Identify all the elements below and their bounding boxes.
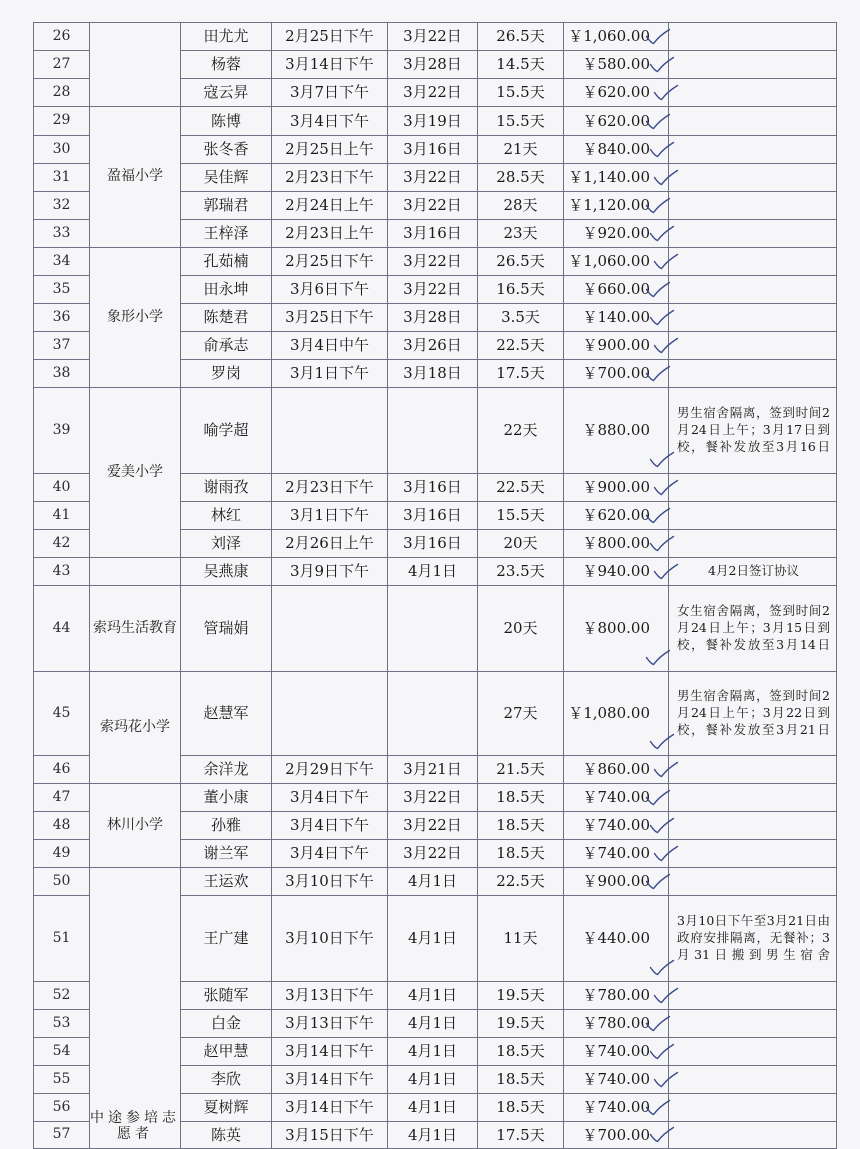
remark <box>669 474 837 502</box>
end-date: 3月22日 <box>388 79 478 107</box>
row-number: 55 <box>34 1066 90 1094</box>
start-time: 2月29日下午 <box>272 756 388 784</box>
row-number: 44 <box>34 586 90 672</box>
row-number: 52 <box>34 982 90 1010</box>
remark <box>669 332 837 360</box>
start-time: 3月25日下午 <box>272 304 388 332</box>
start-time: 3月6日下午 <box>272 276 388 304</box>
end-date: 3月16日 <box>388 136 478 164</box>
start-time: 2月24日上午 <box>272 192 388 220</box>
person-name: 李欣 <box>181 1066 272 1094</box>
days-count: 21天 <box>478 136 564 164</box>
remark <box>669 192 837 220</box>
days-count: 26.5天 <box>478 248 564 276</box>
end-date <box>388 388 478 474</box>
start-time: 3月4日下午 <box>272 812 388 840</box>
row-number: 28 <box>34 79 90 107</box>
school-name: 林川小学 <box>90 784 181 868</box>
start-time: 2月25日下午 <box>272 23 388 51</box>
person-name: 田尤尤 <box>181 23 272 51</box>
row-number: 37 <box>34 332 90 360</box>
days-count: 15.5天 <box>478 79 564 107</box>
remark <box>669 79 837 107</box>
end-date: 3月16日 <box>388 220 478 248</box>
school-name: 爱美小学 <box>90 388 181 558</box>
row-number: 46 <box>34 756 90 784</box>
days-count: 22天 <box>478 388 564 474</box>
person-name: 陈英 <box>181 1122 272 1149</box>
days-count: 28.5天 <box>478 164 564 192</box>
person-name: 喻学超 <box>181 388 272 474</box>
end-date: 4月1日 <box>388 1010 478 1038</box>
remark <box>669 840 837 868</box>
school-name: 索玛生活教育 <box>90 586 181 672</box>
end-date: 3月16日 <box>388 502 478 530</box>
remark <box>669 502 837 530</box>
row-number: 51 <box>34 896 90 982</box>
row-number: 53 <box>34 1010 90 1038</box>
start-time: 3月14日下午 <box>272 1094 388 1122</box>
days-count: 14.5天 <box>478 51 564 79</box>
subsidy-amount: ￥900.00 <box>564 332 669 360</box>
subsidy-amount: ￥780.00 <box>564 982 669 1010</box>
subsidy-amount: ￥740.00 <box>564 840 669 868</box>
start-time <box>272 672 388 756</box>
person-name: 杨蓉 <box>181 51 272 79</box>
table-row <box>34 107 837 136</box>
end-date: 3月22日 <box>388 248 478 276</box>
person-name: 罗岗 <box>181 360 272 388</box>
days-count: 3.5天 <box>478 304 564 332</box>
start-time: 3月13日下午 <box>272 982 388 1010</box>
end-date: 4月1日 <box>388 1038 478 1066</box>
person-name: 余洋龙 <box>181 756 272 784</box>
days-count: 18.5天 <box>478 812 564 840</box>
start-time: 2月23日下午 <box>272 474 388 502</box>
subsidy-amount: ￥140.00 <box>564 304 669 332</box>
end-date: 3月22日 <box>388 192 478 220</box>
remark: 男生宿舍隔离，签到时间2月24日上午；3月17日到校，餐补发放至3月16日 <box>669 388 837 474</box>
subsidy-amount: ￥1,140.00 <box>564 164 669 192</box>
person-name: 吴燕康 <box>181 558 272 586</box>
end-date: 3月19日 <box>388 107 478 136</box>
person-name: 夏树辉 <box>181 1094 272 1122</box>
subsidy-amount: ￥620.00 <box>564 107 669 136</box>
days-count: 26.5天 <box>478 23 564 51</box>
start-time: 3月13日下午 <box>272 1010 388 1038</box>
remark: 4月2日签订协议 <box>669 558 837 586</box>
person-name: 谢雨孜 <box>181 474 272 502</box>
row-number: 32 <box>34 192 90 220</box>
person-name: 郭瑞君 <box>181 192 272 220</box>
table-row <box>34 672 837 756</box>
school-name <box>90 558 181 586</box>
subsidy-amount: ￥740.00 <box>564 812 669 840</box>
remark <box>669 304 837 332</box>
row-number: 26 <box>34 23 90 51</box>
subsidy-amount: ￥1,060.00 <box>564 248 669 276</box>
row-number: 56 <box>34 1094 90 1122</box>
days-count: 28天 <box>478 192 564 220</box>
remark <box>669 136 837 164</box>
subsidy-amount: ￥580.00 <box>564 51 669 79</box>
remark: 3月10日下午至3月21日由政府安排隔离，无餐补；3月31日搬到男生宿舍 <box>669 896 837 982</box>
subsidy-amount: ￥900.00 <box>564 474 669 502</box>
days-count: 20天 <box>478 586 564 672</box>
end-date: 4月1日 <box>388 982 478 1010</box>
remark <box>669 360 837 388</box>
remark <box>669 107 837 136</box>
person-name: 王梓泽 <box>181 220 272 248</box>
row-number: 43 <box>34 558 90 586</box>
days-count: 17.5天 <box>478 360 564 388</box>
end-date: 3月28日 <box>388 304 478 332</box>
subsidy-amount: ￥700.00 <box>564 360 669 388</box>
end-date: 3月26日 <box>388 332 478 360</box>
days-count: 11天 <box>478 896 564 982</box>
start-time: 3月9日下午 <box>272 558 388 586</box>
person-name: 张随军 <box>181 982 272 1010</box>
start-time: 3月10日下午 <box>272 896 388 982</box>
start-time <box>272 586 388 672</box>
person-name: 林红 <box>181 502 272 530</box>
remark <box>669 530 837 558</box>
person-name: 董小康 <box>181 784 272 812</box>
end-date: 3月22日 <box>388 164 478 192</box>
subsidy-amount: ￥900.00 <box>564 868 669 896</box>
subsidy-amount: ￥920.00 <box>564 220 669 248</box>
table-row <box>34 388 837 474</box>
days-count: 18.5天 <box>478 1066 564 1094</box>
person-name: 俞承志 <box>181 332 272 360</box>
row-number: 29 <box>34 107 90 136</box>
end-date: 3月28日 <box>388 51 478 79</box>
days-count: 22.5天 <box>478 474 564 502</box>
school-name: 中途参培志愿者 <box>90 868 181 1149</box>
remark <box>669 51 837 79</box>
start-time: 3月4日中午 <box>272 332 388 360</box>
days-count: 23天 <box>478 220 564 248</box>
person-name: 赵慧军 <box>181 672 272 756</box>
school-name: 索玛花小学 <box>90 672 181 784</box>
days-count: 15.5天 <box>478 502 564 530</box>
person-name: 白金 <box>181 1010 272 1038</box>
person-name: 寇云昇 <box>181 79 272 107</box>
remark <box>669 248 837 276</box>
row-number: 34 <box>34 248 90 276</box>
table-row <box>34 23 837 51</box>
subsidy-amount: ￥620.00 <box>564 502 669 530</box>
days-count: 20天 <box>478 530 564 558</box>
start-time: 3月1日下午 <box>272 502 388 530</box>
row-number: 50 <box>34 868 90 896</box>
remark <box>669 164 837 192</box>
row-number: 40 <box>34 474 90 502</box>
days-count: 16.5天 <box>478 276 564 304</box>
row-number: 42 <box>34 530 90 558</box>
row-number: 30 <box>34 136 90 164</box>
row-number: 48 <box>34 812 90 840</box>
days-count: 17.5天 <box>478 1122 564 1149</box>
days-count: 15.5天 <box>478 107 564 136</box>
start-time: 3月4日下午 <box>272 840 388 868</box>
remark: 男生宿舍隔离，签到时间2月24日上午；3月22日到校，餐补发放至3月21日 <box>669 672 837 756</box>
table-row <box>34 558 837 586</box>
days-count: 22.5天 <box>478 332 564 360</box>
person-name: 陈博 <box>181 107 272 136</box>
remark <box>669 756 837 784</box>
remark <box>669 1038 837 1066</box>
subsidy-amount: ￥1,080.00 <box>564 672 669 756</box>
end-date: 3月22日 <box>388 784 478 812</box>
end-date: 3月22日 <box>388 812 478 840</box>
person-name: 刘泽 <box>181 530 272 558</box>
remark <box>669 276 837 304</box>
end-date: 3月16日 <box>388 530 478 558</box>
start-time: 3月14日下午 <box>272 51 388 79</box>
person-name: 孔茹楠 <box>181 248 272 276</box>
row-number: 47 <box>34 784 90 812</box>
remark <box>669 220 837 248</box>
subsidy-amount: ￥800.00 <box>564 586 669 672</box>
row-number: 33 <box>34 220 90 248</box>
table-row <box>34 586 837 672</box>
person-name: 王运欢 <box>181 868 272 896</box>
start-time: 3月7日下午 <box>272 79 388 107</box>
person-name: 谢兰军 <box>181 840 272 868</box>
subsidy-amount: ￥740.00 <box>564 784 669 812</box>
person-name: 吴佳辉 <box>181 164 272 192</box>
subsidy-amount: ￥440.00 <box>564 896 669 982</box>
row-number: 36 <box>34 304 90 332</box>
subsidy-table <box>33 22 837 1149</box>
person-name: 管瑞娟 <box>181 586 272 672</box>
row-number: 49 <box>34 840 90 868</box>
start-time: 3月14日下午 <box>272 1038 388 1066</box>
remark <box>669 23 837 51</box>
start-time: 3月14日下午 <box>272 1066 388 1094</box>
person-name: 赵甲慧 <box>181 1038 272 1066</box>
subsidy-amount: ￥860.00 <box>564 756 669 784</box>
remark <box>669 812 837 840</box>
row-number: 35 <box>34 276 90 304</box>
end-date: 3月18日 <box>388 360 478 388</box>
remark <box>669 1010 837 1038</box>
person-name: 陈楚君 <box>181 304 272 332</box>
subsidy-amount: ￥740.00 <box>564 1066 669 1094</box>
start-time <box>272 388 388 474</box>
row-number: 31 <box>34 164 90 192</box>
table-row <box>34 248 837 276</box>
start-time: 3月1日下午 <box>272 360 388 388</box>
days-count: 18.5天 <box>478 1094 564 1122</box>
remark <box>669 784 837 812</box>
row-number: 39 <box>34 388 90 474</box>
end-date: 4月1日 <box>388 868 478 896</box>
end-date: 4月1日 <box>388 1122 478 1149</box>
days-count: 23.5天 <box>478 558 564 586</box>
end-date: 4月1日 <box>388 1066 478 1094</box>
remark <box>669 1094 837 1122</box>
remark <box>669 1066 837 1094</box>
days-count: 27天 <box>478 672 564 756</box>
days-count: 18.5天 <box>478 784 564 812</box>
subsidy-amount: ￥880.00 <box>564 388 669 474</box>
start-time: 3月15日下午 <box>272 1122 388 1149</box>
days-count: 21.5天 <box>478 756 564 784</box>
person-name: 王广建 <box>181 896 272 982</box>
row-number: 27 <box>34 51 90 79</box>
table-row <box>34 868 837 896</box>
subsidy-amount: ￥800.00 <box>564 530 669 558</box>
days-count: 18.5天 <box>478 1038 564 1066</box>
start-time: 3月4日下午 <box>272 784 388 812</box>
start-time: 3月10日下午 <box>272 868 388 896</box>
subsidy-amount: ￥780.00 <box>564 1010 669 1038</box>
subsidy-amount: ￥620.00 <box>564 79 669 107</box>
subsidy-amount: ￥840.00 <box>564 136 669 164</box>
row-number: 54 <box>34 1038 90 1066</box>
days-count: 22.5天 <box>478 868 564 896</box>
end-date: 3月22日 <box>388 840 478 868</box>
end-date: 3月22日 <box>388 276 478 304</box>
remark <box>669 868 837 896</box>
remark <box>669 982 837 1010</box>
school-name: 盈福小学 <box>90 107 181 248</box>
table-row <box>34 784 837 812</box>
end-date: 3月16日 <box>388 474 478 502</box>
end-date <box>388 586 478 672</box>
person-name: 孙雅 <box>181 812 272 840</box>
end-date: 4月1日 <box>388 1094 478 1122</box>
school-name: 象形小学 <box>90 248 181 388</box>
row-number: 57 <box>34 1122 90 1149</box>
end-date: 3月21日 <box>388 756 478 784</box>
remark: 女生宿舍隔离，签到时间2月24日上午；3月15日到校，餐补发放至3月14日 <box>669 586 837 672</box>
start-time: 2月26日上午 <box>272 530 388 558</box>
subsidy-amount: ￥1,120.00 <box>564 192 669 220</box>
school-name <box>90 23 181 107</box>
subsidy-amount: ￥740.00 <box>564 1094 669 1122</box>
person-name: 张冬香 <box>181 136 272 164</box>
row-number: 45 <box>34 672 90 756</box>
start-time: 2月25日下午 <box>272 248 388 276</box>
row-number: 41 <box>34 502 90 530</box>
start-time: 2月23日上午 <box>272 220 388 248</box>
subsidy-amount: ￥700.00 <box>564 1122 669 1149</box>
end-date: 3月22日 <box>388 23 478 51</box>
days-count: 19.5天 <box>478 1010 564 1038</box>
subsidy-amount: ￥740.00 <box>564 1038 669 1066</box>
subsidy-amount: ￥1,060.00 <box>564 23 669 51</box>
subsidy-amount: ￥940.00 <box>564 558 669 586</box>
person-name: 田永坤 <box>181 276 272 304</box>
row-number: 38 <box>34 360 90 388</box>
end-date: 4月1日 <box>388 896 478 982</box>
start-time: 2月23日下午 <box>272 164 388 192</box>
end-date: 4月1日 <box>388 558 478 586</box>
start-time: 3月4日下午 <box>272 107 388 136</box>
subsidy-amount: ￥660.00 <box>564 276 669 304</box>
remark <box>669 1122 837 1149</box>
end-date <box>388 672 478 756</box>
days-count: 19.5天 <box>478 982 564 1010</box>
days-count: 18.5天 <box>478 840 564 868</box>
start-time: 2月25日上午 <box>272 136 388 164</box>
